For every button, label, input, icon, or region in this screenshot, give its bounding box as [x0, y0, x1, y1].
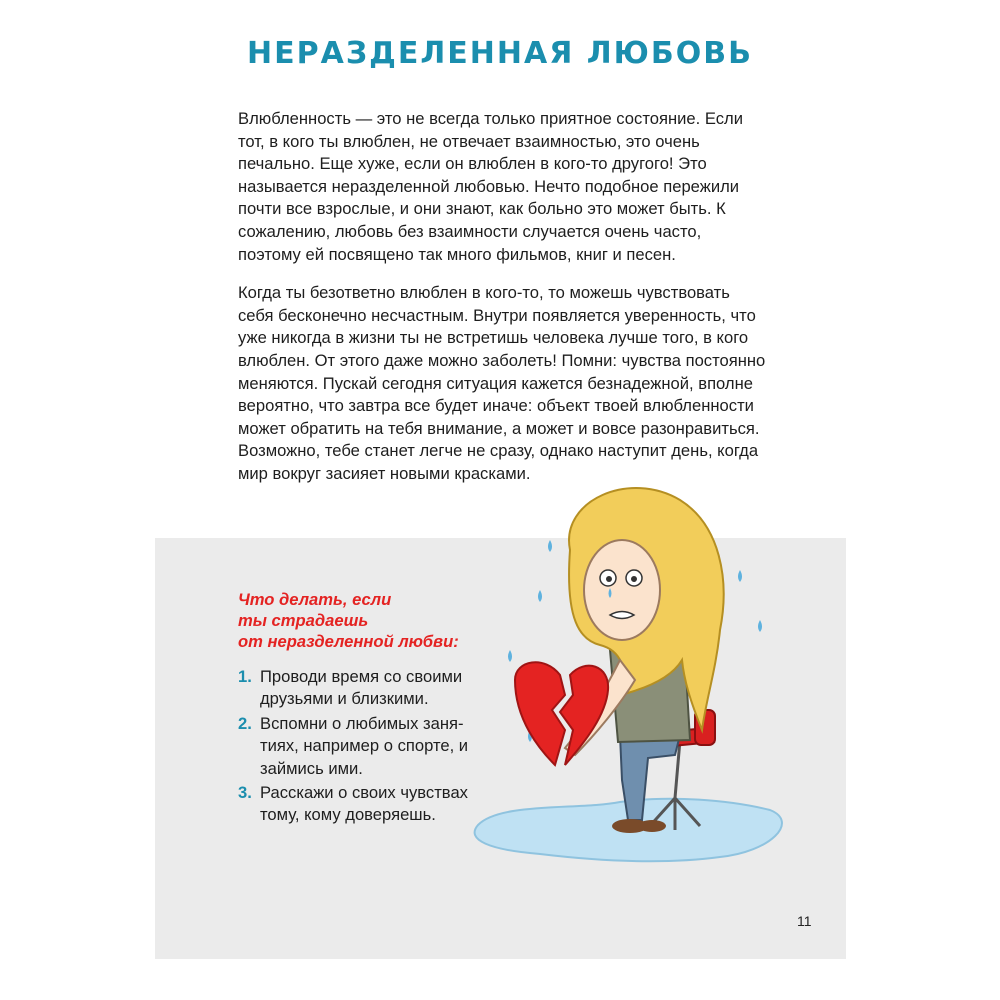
tip-number-2: 2.	[238, 713, 252, 733]
tip-number-1: 1.	[238, 667, 252, 686]
tip-text-2: Вспомни о любимых занятиях, например о спорте, и займись ими.	[260, 713, 469, 778]
tip-text-3: Расскажи о своих чувствах тому, кому доверяешь.	[260, 783, 468, 825]
paragraph-2: Когда ты безответно влюблен в кого-то, то можешь чувствовать себя бесконечно несчастным. Внутри появляется уверенность, что уже никогда в жизни ты не встретишь человека лучше того, в кого влюблен. От этого даже можно заболеть! Помни: чувства постоянно меняются. Пускай сегодня ситуация кажется безнадежной, вполне вероятно, что завтра все будет иначе: объект твоей влюбленности может обратить на тебя внимание, а может и вовсе разонравиться. Возможно, тебе станет легче не сразу, однако наступит день, когда мир вокруг засияет новыми красками.	[238, 283, 766, 483]
paragraph-1: Влюбленность — это не всегда только приятное состояние. Если тот, в кого ты влюблен, не отвечает взаимностью, это очень печально. Еще хуже, если он влюблен в кого-то другого! Это называется неразделенной любовью. Нечто подобное пережили почти все взрослые, и они знают, как больно это может быть. К сожалению, любовь без взаимности случается очень часто, поэтому ей посвящено так много фильмов, книг и песен.	[238, 109, 743, 264]
broken-heart	[515, 662, 608, 765]
tips-list	[238, 666, 488, 829]
tip-number-3: 3.	[238, 783, 252, 803]
tip-item-2	[238, 713, 488, 780]
tip-text-1: Проводи время со своими друзьями и близкими.	[260, 667, 463, 709]
crying-girl-illustration	[470, 480, 800, 880]
mouth	[610, 612, 634, 619]
right-shoe	[638, 820, 666, 832]
tips-heading-line-1: Что делать, если	[238, 590, 392, 609]
tips-heading	[238, 589, 498, 652]
tips-heading-line-3: от неразделенной любви:	[238, 632, 459, 651]
page-title: НЕРАЗДЕЛЕННАЯ ЛЮБОВЬ	[247, 36, 753, 71]
tips-heading-line-2: ты страдаешь	[238, 611, 369, 630]
tip-item-3	[238, 782, 488, 827]
face	[584, 540, 660, 640]
body-text	[238, 108, 768, 502]
tip-item-1	[238, 666, 488, 711]
page-number: 11	[797, 913, 812, 929]
